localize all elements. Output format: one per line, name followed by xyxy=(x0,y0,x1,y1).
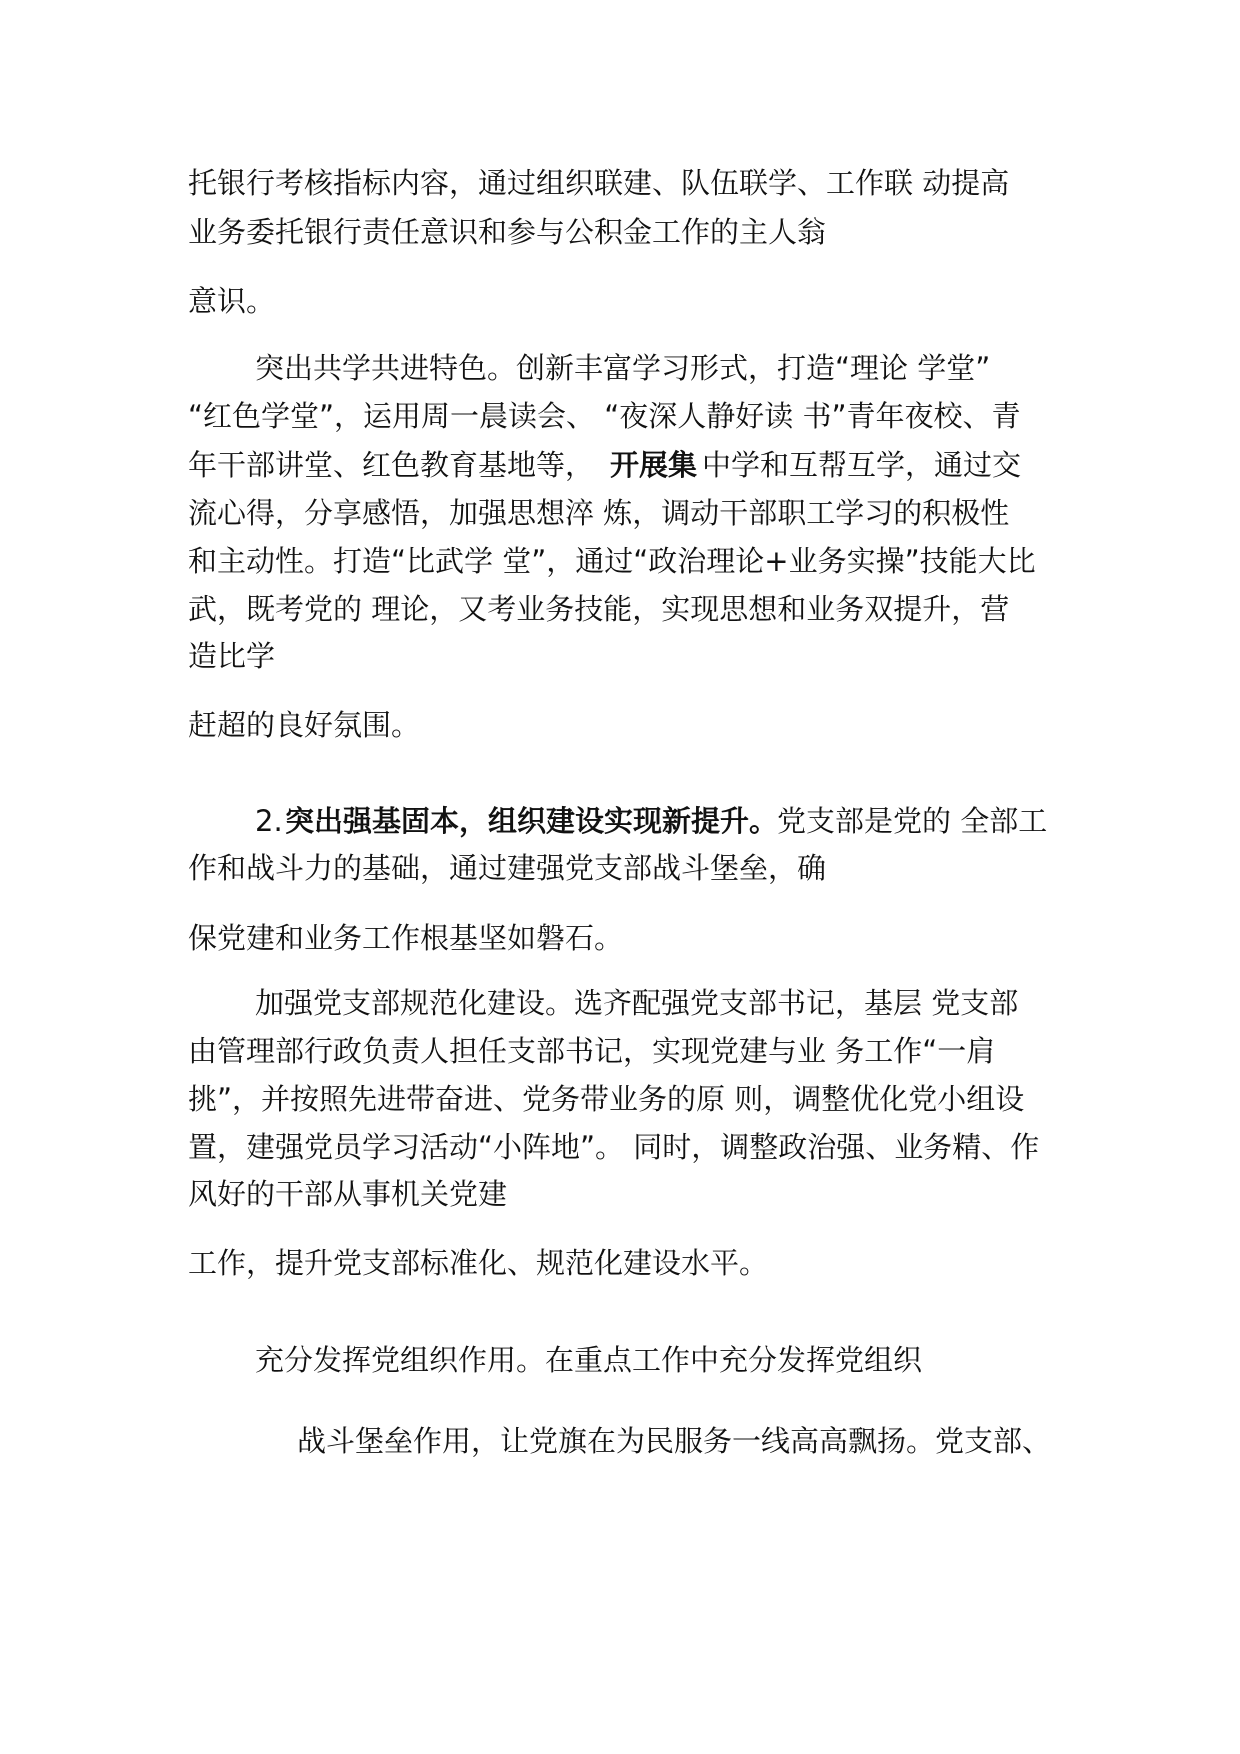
section-number: 2. xyxy=(255,804,283,838)
text-line-bold-fragment: 开展集 xyxy=(610,448,698,482)
text-line: 托银行考核指标内容，通过组织联建、队伍联学、工作联 动提高 xyxy=(188,166,1010,200)
paragraph-heading: 充分发挥党组织作用。在重点工作中充分发挥党组织 xyxy=(255,1343,923,1377)
section-heading: 突出强基固本，组织建设实现新提升。 xyxy=(285,804,779,838)
text-line: 置，建强党员学习活动“小阵地”。 同时，调整政治强、业务精、作 xyxy=(188,1130,1040,1164)
text-line: 作和战斗力的基础，通过建强党支部战斗堡垒，确 xyxy=(188,851,827,885)
text-line: 战斗堡垒作用，让党旗在为民服务一线高高飘扬。党支部、 xyxy=(297,1424,1052,1458)
text-line: 工作，提升党支部标准化、规范化建设水平。 xyxy=(188,1246,769,1280)
text-line: 业务委托银行责任意识和参与公积金工作的主人翁 xyxy=(188,215,827,249)
text-line: 赶超的良好氛围。 xyxy=(188,708,421,742)
text-line: “红色学堂”，运用周一晨读会、 “夜深人静好读 书”青年夜校、青 xyxy=(188,399,1021,433)
text-line: 保党建和业务工作根基坚如磐石。 xyxy=(188,921,624,955)
text-line: 武，既考党的 理论，又考业务技能，实现思想和业务双提升，营 xyxy=(188,592,1010,626)
text-line: 年干部讲堂、红色教育基地等， xyxy=(188,448,595,482)
text-line: 和主动性。打造“比武学 堂”，通过“政治理论+业务实操”技能大比 xyxy=(188,544,1036,578)
text-line: 意识。 xyxy=(188,284,276,318)
text-line: 造比学 xyxy=(188,639,276,673)
text-line: 流心得，分享感悟，加强思想淬 炼，调动干部职工学习的积极性 xyxy=(188,496,1010,530)
paragraph-heading: 突出共学共进特色。创新丰富学习形式，打造“理论 学堂” xyxy=(255,351,991,385)
text-line: 党支部是党的 全部工 xyxy=(777,804,1048,838)
text-line: 风好的干部从事机关党建 xyxy=(188,1177,508,1211)
text-line: 中学和互帮互学，通过交 xyxy=(702,448,1022,482)
paragraph-heading: 加强党支部规范化建设。选齐配强党支部书记，基层 党支部 xyxy=(255,986,1019,1020)
text-line: 由管理部行政负责人担任支部书记，实现党建与业 务工作“一肩 xyxy=(188,1034,996,1068)
text-line: 挑”，并按照先进带奋进、党务带业务的原 则，调整优化党小组设 xyxy=(188,1082,1025,1116)
